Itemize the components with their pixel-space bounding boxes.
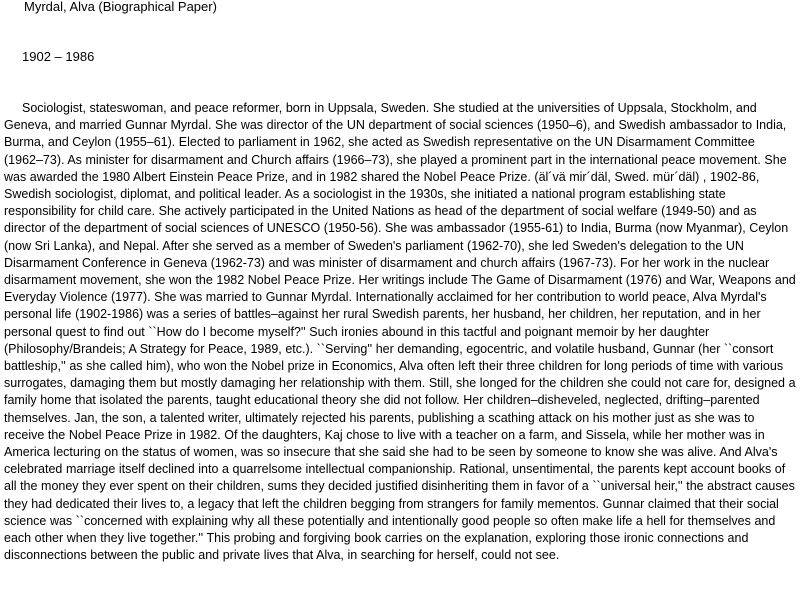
- document-title: Myrdal, Alva (Biographical Paper): [24, 0, 217, 14]
- body-paragraph: Sociologist, stateswoman, and peace reformer, born in Uppsala, Sweden. She studied at the universities of Uppsala, Stockholm, and Geneva, and married Gunnar Myrdal. She was director of the UN department of social sciences (1950–6), and Swedish ambassador to India, Burma, and Ceylon (1955–61). Elected to parliament in 1962, she acted as Swedish representative on the UN Disarmament Committee (1962–73). As minister for disarmament and Church affairs (1966–73), she played a prominent part in the international peace movement. She was awarded the 1980 Albert Einstein Peace Prize, and in 1982 shared the Nobel Peace Prize. (äl´vä mir´däl, Swed. mür´däl) , 1902-86, Swedish sociologist, diplomat, and political leader. As a sociologist in the 1930s, she initiated a national program establishing state responsibility for child care. She actively participated in the United Nations as head of the department of social welfare (1949-50) and as director of the department of social sciences of UNESCO (1950-56). She was ambassador (1955-61) to India, Burma (now Myanmar), Ceylon (now Sri Lanka), and Nepal. After she served as a member of Sweden's parliament (1962-70), she led Sweden's delegation to the UN Disarmament Conference in Geneva (1962-73) and was minister of disarmament and church affairs (1967-73). For her work in the nuclear disarmament movement, she won the 1982 Nobel Peace Prize. Her writings include The Game of Disarmament (1976) and War, Weapons and Everyday Violence (1977). She was married to Gunnar Myrdal. Internationally acclaimed for her contribution to world peace, Alva Myrdal's personal life (1902-1986) was a series of battles–against her rural Swedish parents, her husband, her children, her reputation, and in her personal quest to find out ``How do I become myself?'' Such ironies abound in this tactful and poignant memoir by her daughter (Philosophy/Brandeis; A Strategy for Peace, 1989, etc.). ``Serving'' her demanding, egocentric, and volatile husband, Gunnar (her ``consort battleship,'' as she called him), who won the Nobel prize in Economics, Alva often left their three children for long periods of time with various surrogates, damaging them but mostly damaging her relationship with them. Still, she longed for the children she could not care for, designed a family home that isolated the parents, taught educational theory she did not follow. Her children–disheveled, neglected, drifting–parented themselves. Jan, the son, a talented writer, ultimately rejected his parents, publishing a scathing attack on his mother just as she was to receive the Nobel Peace Prize in 1982. Of the daughters, Kaj chose to live with a teacher on a farm, and Sissela, while her mother was in America lecturing on the status of women, was so insecure that she said she had to be seen by someone to know she was alive. And Alva's celebrated marriage itself declined into a quarrelsome intellectual companionship. Rational, unsentimental, the parents kept account books of all the money they ever spent on their children, sums they decided justified disinheriting them in favor of a ``universal heir,'' the abstract causes they had dedicated their lives to, a legacy that left the children begging from strangers for family mementos. Gunnar claimed that their social science was ``concerned with explaining why all these potentially and intentionally good people so often make life a hell for themselves and each other when they live together.'' This probing and forgiving book carries on the explanation, exploring those ironic connections and disconnections between the public and private lives that Alva, in searching for herself, could not see.: [4, 101, 796, 563]
- life-dates: 1902 – 1986: [22, 49, 95, 64]
